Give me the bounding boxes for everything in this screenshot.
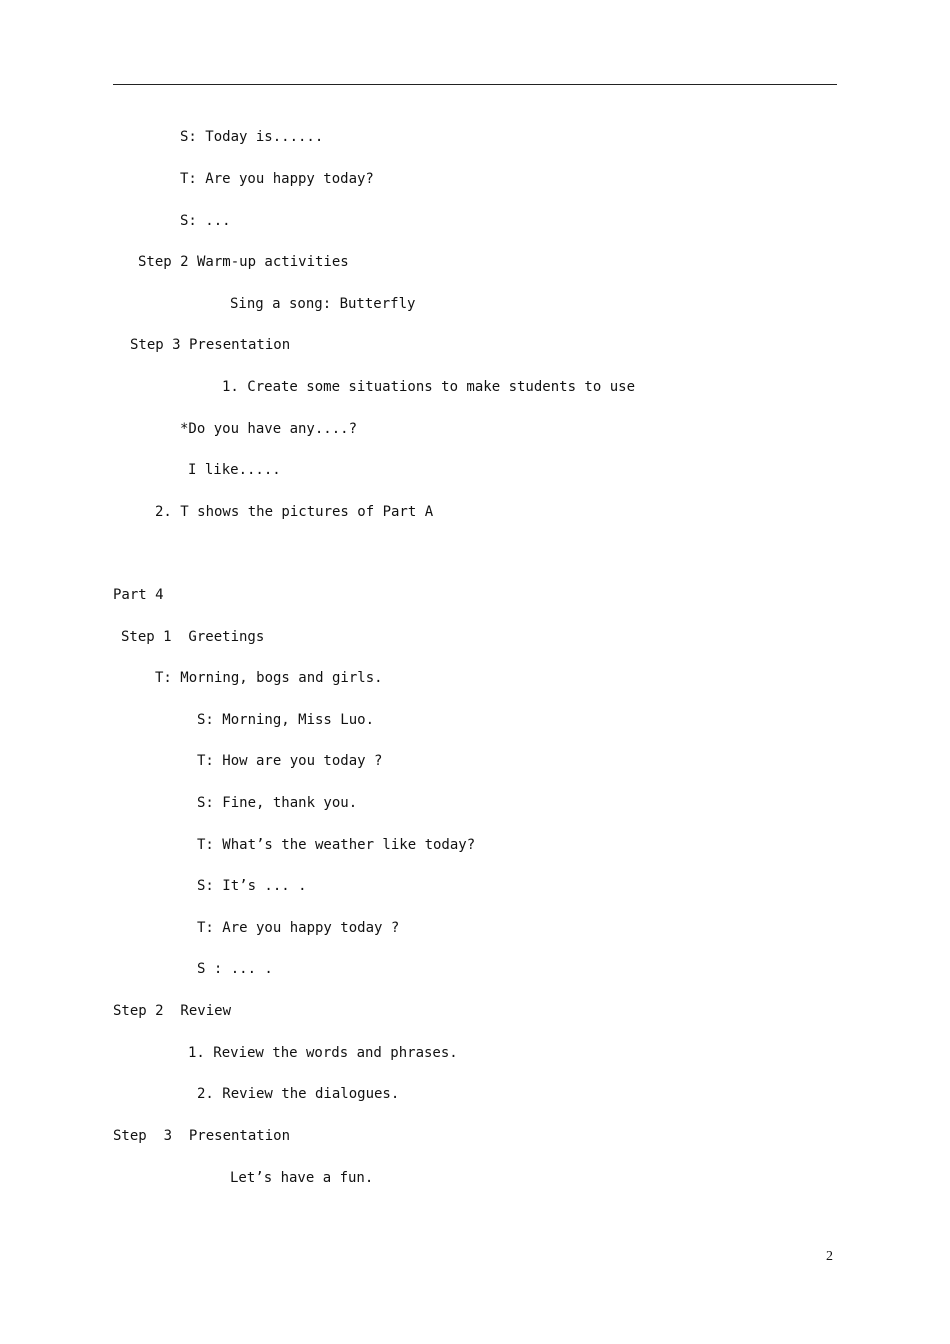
sentence-pattern: I like..... xyxy=(188,462,281,478)
step-heading: Step 3 Presentation xyxy=(113,1128,291,1144)
header-rule xyxy=(113,84,837,85)
dialogue-line: T: How are you today ? xyxy=(197,753,383,769)
dialogue-line: S: Today is...... xyxy=(180,129,324,145)
part-heading: Part 4 xyxy=(113,587,164,603)
step-heading: Step 2 Warm-up activities xyxy=(138,254,349,270)
list-item: 1. Review the words and phrases. xyxy=(188,1045,458,1061)
dialogue-line: T: Are you happy today? xyxy=(180,171,374,187)
step-heading: Step 1 Greetings xyxy=(121,629,265,645)
sentence-pattern: *Do you have any....? xyxy=(180,421,358,437)
step-heading: Step 3 Presentation xyxy=(130,337,291,353)
dialogue-line: S: Morning, Miss Luo. xyxy=(197,712,375,728)
dialogue-line: T: Morning, bogs and girls. xyxy=(155,670,383,686)
step-heading: Step 2 Review xyxy=(113,1003,232,1019)
list-item: 2. Review the dialogues. xyxy=(197,1086,400,1102)
list-item: 2. T shows the pictures of Part A xyxy=(155,504,434,520)
page-number: 2 xyxy=(826,1249,833,1264)
dialogue-line: S : ... . xyxy=(197,961,273,977)
dialogue-line: S: Fine, thank you. xyxy=(197,795,358,811)
list-item: 1. Create some situations to make students to use xyxy=(222,379,636,395)
activity-line: Sing a song: Butterfly xyxy=(230,296,416,312)
activity-line: Let’s have a fun. xyxy=(230,1170,374,1186)
dialogue-line: T: What’s the weather like today? xyxy=(197,837,476,853)
dialogue-line: S: ... xyxy=(180,213,231,229)
dialogue-line: T: Are you happy today ? xyxy=(197,920,400,936)
dialogue-line: S: It’s ... . xyxy=(197,878,307,894)
